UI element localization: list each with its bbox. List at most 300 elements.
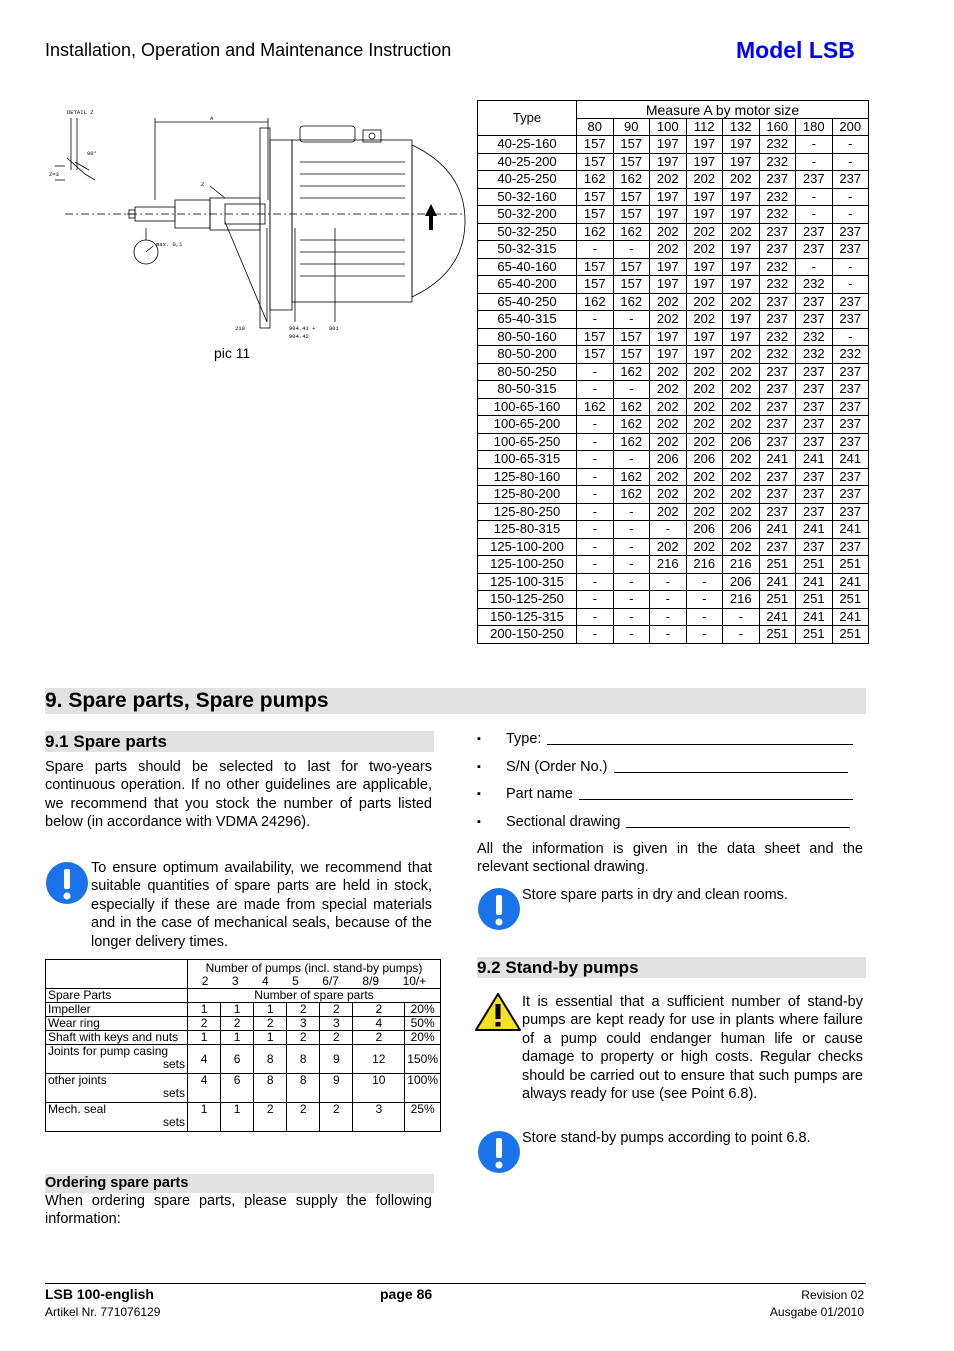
measure-cell: - bbox=[723, 608, 760, 626]
table-row bbox=[478, 223, 869, 241]
measure-cell: 216 bbox=[723, 556, 760, 574]
motor-size-80: 80 bbox=[577, 119, 614, 136]
motor-size-100: 100 bbox=[650, 119, 687, 136]
spare-count-cell: 1 bbox=[254, 1031, 287, 1045]
pump-count: 6/7 bbox=[322, 974, 339, 988]
part-name: Mech. seal bbox=[48, 1102, 107, 1116]
pump-type-cell: 80-50-200 bbox=[478, 346, 577, 364]
measure-cell: 202 bbox=[650, 223, 687, 241]
measure-cell: 202 bbox=[686, 398, 723, 416]
measure-cell: 237 bbox=[796, 468, 833, 486]
measure-cell: 202 bbox=[723, 468, 760, 486]
measure-cell: 202 bbox=[650, 171, 687, 189]
measure-cell: 232 bbox=[759, 328, 796, 346]
measure-cell: - bbox=[832, 276, 869, 294]
measure-cell: - bbox=[613, 556, 650, 574]
table-row bbox=[46, 1045, 441, 1074]
measure-cell: 202 bbox=[686, 293, 723, 311]
spare-count-cell: 4 bbox=[353, 1017, 405, 1031]
measure-cell: - bbox=[577, 486, 614, 504]
section-title: 9. Spare parts, Spare pumps bbox=[45, 688, 866, 714]
measure-cell: - bbox=[577, 538, 614, 556]
table-row bbox=[478, 573, 869, 591]
measure-cell: - bbox=[577, 608, 614, 626]
measure-cell: 237 bbox=[796, 398, 833, 416]
measure-cell: - bbox=[577, 433, 614, 451]
part-name-cell bbox=[46, 1017, 188, 1031]
measure-cell: 251 bbox=[759, 591, 796, 609]
measure-cell: 197 bbox=[723, 206, 760, 224]
pumps-header bbox=[188, 960, 441, 989]
measure-cell: 237 bbox=[832, 503, 869, 521]
measure-cell: 202 bbox=[723, 171, 760, 189]
measure-cell: - bbox=[832, 136, 869, 154]
pump-type-cell: 80-50-315 bbox=[478, 381, 577, 399]
table-row bbox=[478, 381, 869, 399]
pump-type-cell: 125-80-200 bbox=[478, 486, 577, 504]
part-904b-label: 904.42 bbox=[289, 333, 309, 340]
measure-cell: 197 bbox=[650, 346, 687, 364]
measure-cell: 162 bbox=[577, 398, 614, 416]
info-exclamation-icon bbox=[45, 861, 89, 905]
pump-count: 3 bbox=[231, 974, 239, 988]
measure-cell: 216 bbox=[686, 556, 723, 574]
measure-cell: 197 bbox=[686, 136, 723, 154]
footer-article: Artikel Nr. 771076129 bbox=[45, 1305, 161, 1319]
measure-cell: 251 bbox=[796, 591, 833, 609]
dial-gauge-label: max. 0,1 bbox=[156, 241, 183, 248]
measure-cell: - bbox=[577, 311, 614, 329]
measure-cell: 202 bbox=[686, 538, 723, 556]
measure-cell: 202 bbox=[650, 433, 687, 451]
measure-cell: 237 bbox=[832, 486, 869, 504]
info-exclamation-icon bbox=[477, 1130, 521, 1174]
table-row bbox=[478, 363, 869, 381]
table-row bbox=[478, 328, 869, 346]
measure-cell: 241 bbox=[796, 521, 833, 539]
measure-cell: - bbox=[577, 556, 614, 574]
measure-cell: 197 bbox=[650, 153, 687, 171]
measure-cell: 237 bbox=[796, 311, 833, 329]
table-row bbox=[478, 398, 869, 416]
info-exclamation-icon bbox=[477, 887, 521, 931]
measure-cell: - bbox=[650, 591, 687, 609]
measure-cell: 237 bbox=[796, 433, 833, 451]
measure-cell: 237 bbox=[759, 398, 796, 416]
measure-cell: 202 bbox=[686, 241, 723, 259]
measure-cell: 241 bbox=[832, 608, 869, 626]
spare-count-cell: 50% bbox=[405, 1017, 441, 1031]
pump-count: 2 bbox=[201, 974, 209, 988]
part-name: Shaft with keys and nuts bbox=[48, 1030, 179, 1044]
measure-cell: 202 bbox=[723, 451, 760, 469]
pump-type-cell: 80-50-160 bbox=[478, 328, 577, 346]
measure-cell: 162 bbox=[613, 486, 650, 504]
spare-count-cell: 3 bbox=[287, 1017, 320, 1031]
measure-cell: 197 bbox=[650, 136, 687, 154]
pump-type-cell: 200-150-250 bbox=[478, 626, 577, 644]
pump-count: 4 bbox=[262, 974, 269, 988]
ordering-title: Ordering spare parts bbox=[45, 1174, 434, 1193]
measure-cell: - bbox=[686, 608, 723, 626]
measure-cell: - bbox=[577, 416, 614, 434]
table-row bbox=[478, 521, 869, 539]
measure-cell: 202 bbox=[650, 398, 687, 416]
table-row bbox=[478, 276, 869, 294]
fill-in-line[interactable] bbox=[626, 814, 850, 828]
measure-cell: - bbox=[796, 258, 833, 276]
spare-parts-table bbox=[45, 959, 441, 1132]
part-name-cell bbox=[46, 1031, 188, 1045]
pump-type-cell: 100-65-250 bbox=[478, 433, 577, 451]
measure-cell: 202 bbox=[650, 363, 687, 381]
pump-type-cell: 125-100-315 bbox=[478, 573, 577, 591]
measure-cell: 197 bbox=[723, 276, 760, 294]
bullet-icon: ▪ bbox=[477, 815, 481, 828]
measure-cell: 197 bbox=[686, 206, 723, 224]
spare-count-cell: 2 bbox=[287, 1103, 320, 1132]
spare-count-cell: 1 bbox=[254, 1003, 287, 1017]
measure-cell: 197 bbox=[686, 153, 723, 171]
measure-cell: 237 bbox=[796, 223, 833, 241]
pump-type-cell: 100-65-200 bbox=[478, 416, 577, 434]
pump-type-cell: 50-32-250 bbox=[478, 223, 577, 241]
measure-cell: - bbox=[577, 521, 614, 539]
table-row bbox=[478, 241, 869, 259]
measure-cell: 241 bbox=[796, 608, 833, 626]
list-item bbox=[477, 759, 863, 787]
spare-count-cell: 8 bbox=[254, 1074, 287, 1103]
info-paragraph: All the information is given in the data sheet and the relevant sectional drawing. bbox=[477, 841, 863, 876]
spare-count-cell: 4 bbox=[188, 1045, 221, 1074]
list-item bbox=[477, 731, 863, 759]
spare-count-cell: 1 bbox=[188, 1003, 221, 1017]
measure-cell: - bbox=[577, 573, 614, 591]
spare-count-cell: 8 bbox=[287, 1045, 320, 1074]
spare-count-cell: 6 bbox=[221, 1074, 254, 1103]
spare-count-cell: 2 bbox=[287, 1003, 320, 1017]
part-name: Impeller bbox=[48, 1002, 91, 1016]
part-name-cell bbox=[46, 1003, 188, 1017]
measure-cell: 157 bbox=[613, 206, 650, 224]
table-row bbox=[478, 153, 869, 171]
order-info-list bbox=[477, 731, 863, 841]
pump-count: 10/+ bbox=[402, 974, 427, 988]
measure-cell: 157 bbox=[613, 188, 650, 206]
measure-cell: 216 bbox=[650, 556, 687, 574]
availability-note: To ensure optimum availability, we recommend that suitable quantities of spare parts are held in stock, especially if these are made from special materials and in the case of mechanical seals, because of the longer delivery times. bbox=[91, 860, 432, 950]
spare-count-cell: 2 bbox=[287, 1031, 320, 1045]
pump-type-cell: 125-80-250 bbox=[478, 503, 577, 521]
measure-cell: 202 bbox=[723, 363, 760, 381]
measure-cell: 232 bbox=[796, 328, 833, 346]
pump-type-cell: 40-25-200 bbox=[478, 153, 577, 171]
part-name-cell bbox=[46, 1045, 188, 1074]
measure-cell: 197 bbox=[686, 276, 723, 294]
measure-cell: - bbox=[577, 468, 614, 486]
spare-count-cell: 12 bbox=[353, 1045, 405, 1074]
measure-cell: - bbox=[613, 538, 650, 556]
measure-cell: 237 bbox=[759, 486, 796, 504]
measure-cell: 237 bbox=[832, 433, 869, 451]
pump-type-cell: 125-80-315 bbox=[478, 521, 577, 539]
bullet-icon: ▪ bbox=[477, 760, 481, 773]
table-row bbox=[478, 451, 869, 469]
table-row bbox=[478, 486, 869, 504]
measure-cell: - bbox=[832, 328, 869, 346]
measure-cell: 237 bbox=[759, 293, 796, 311]
measure-cell: 162 bbox=[613, 171, 650, 189]
table-row bbox=[46, 1103, 441, 1132]
part-210-label: 210 bbox=[235, 325, 245, 332]
measure-cell: 241 bbox=[759, 608, 796, 626]
measure-cell: 206 bbox=[650, 451, 687, 469]
type-header: Type bbox=[478, 101, 577, 136]
measure-cell: - bbox=[613, 608, 650, 626]
measure-cell: - bbox=[796, 206, 833, 224]
measure-cell: - bbox=[577, 591, 614, 609]
measure-cell: - bbox=[613, 381, 650, 399]
measure-cell: 197 bbox=[650, 258, 687, 276]
dimension-a-label: A bbox=[210, 115, 214, 122]
pump-count: 5 bbox=[292, 974, 299, 988]
spare-count-cell: 8 bbox=[254, 1045, 287, 1074]
spare-count-cell: 6 bbox=[221, 1045, 254, 1074]
pump-type-cell: 65-40-250 bbox=[478, 293, 577, 311]
list-item-label: Sectional drawing bbox=[506, 813, 621, 830]
measure-cell: 251 bbox=[832, 556, 869, 574]
spare-count-cell: 1 bbox=[188, 1031, 221, 1045]
pump-type-cell: 40-25-250 bbox=[478, 171, 577, 189]
footer-doc: LSB 100-english bbox=[45, 1286, 154, 1302]
measure-cell: 157 bbox=[613, 328, 650, 346]
measure-cell: 157 bbox=[577, 188, 614, 206]
spare-count-cell: 100% bbox=[405, 1074, 441, 1103]
measure-cell: - bbox=[613, 241, 650, 259]
z-label: Z bbox=[201, 181, 205, 188]
table-row bbox=[478, 258, 869, 276]
table-row bbox=[478, 171, 869, 189]
bullet-icon: ▪ bbox=[477, 788, 481, 800]
measure-cell: - bbox=[832, 258, 869, 276]
pump-type-cell: 100-65-160 bbox=[478, 398, 577, 416]
measure-cell: 232 bbox=[796, 346, 833, 364]
motor-size-header: Measure A by motor size bbox=[577, 101, 869, 119]
measure-cell: 197 bbox=[723, 188, 760, 206]
angle-label: 90° bbox=[87, 150, 97, 157]
spare-count-header: Number of spare parts bbox=[188, 989, 441, 1003]
measure-cell: - bbox=[650, 608, 687, 626]
spare-count-cell: 2 bbox=[320, 1003, 353, 1017]
figure-caption: pic 11 bbox=[214, 345, 251, 361]
fill-in-line[interactable] bbox=[547, 731, 853, 745]
measure-cell: 197 bbox=[723, 258, 760, 276]
measure-cell: 157 bbox=[577, 153, 614, 171]
measure-cell: 202 bbox=[723, 346, 760, 364]
measure-cell: - bbox=[577, 503, 614, 521]
table-row bbox=[478, 346, 869, 364]
measure-cell: 202 bbox=[650, 468, 687, 486]
measure-cell: 162 bbox=[613, 363, 650, 381]
measure-cell: 162 bbox=[613, 223, 650, 241]
measure-cell: - bbox=[832, 206, 869, 224]
bullet-icon: ▪ bbox=[477, 733, 481, 745]
storage-note: Store spare parts in dry and clean rooms. bbox=[522, 887, 788, 903]
table-row bbox=[478, 591, 869, 609]
pump-type-cell: 80-50-250 bbox=[478, 363, 577, 381]
empty-cell bbox=[46, 960, 188, 989]
measure-cell: 202 bbox=[723, 416, 760, 434]
list-item-label: Part name bbox=[506, 786, 573, 802]
spare-count-cell: 3 bbox=[320, 1017, 353, 1031]
spare-count-cell: 2 bbox=[188, 1017, 221, 1031]
measure-cell: 202 bbox=[723, 398, 760, 416]
pump-type-cell: 50-32-160 bbox=[478, 188, 577, 206]
pump-technical-drawing bbox=[45, 100, 467, 345]
part-unit: sets bbox=[162, 1086, 185, 1100]
measure-cell: 241 bbox=[759, 451, 796, 469]
measure-cell: 206 bbox=[686, 521, 723, 539]
motor-size-200: 200 bbox=[832, 119, 869, 136]
measure-cell: - bbox=[613, 451, 650, 469]
measure-cell: 216 bbox=[723, 591, 760, 609]
z3-label: Z=3 bbox=[49, 171, 59, 178]
pump-type-cell: 40-25-160 bbox=[478, 136, 577, 154]
spare-count-cell: 4 bbox=[188, 1074, 221, 1103]
pump-type-cell: 50-32-200 bbox=[478, 206, 577, 224]
footer-revision: Revision 02 bbox=[801, 1288, 864, 1302]
measure-cell: - bbox=[577, 381, 614, 399]
measure-cell: 237 bbox=[832, 538, 869, 556]
measure-cell: - bbox=[796, 188, 833, 206]
measure-cell: 206 bbox=[723, 573, 760, 591]
spare-count-cell: 3 bbox=[353, 1103, 405, 1132]
document-header-title: Installation, Operation and Maintenance Instruction bbox=[45, 40, 452, 60]
list-item-label: Type: bbox=[506, 731, 542, 747]
measure-cell: 237 bbox=[759, 416, 796, 434]
table-row bbox=[478, 136, 869, 154]
measure-cell: 237 bbox=[759, 171, 796, 189]
measure-cell: - bbox=[577, 241, 614, 259]
pump-type-cell: 150-125-315 bbox=[478, 608, 577, 626]
measure-cell: 251 bbox=[796, 556, 833, 574]
table-row bbox=[478, 188, 869, 206]
spare-count-cell: 2 bbox=[320, 1103, 353, 1132]
table-row bbox=[478, 556, 869, 574]
measure-cell: - bbox=[686, 573, 723, 591]
spare-count-cell: 1 bbox=[188, 1103, 221, 1132]
measure-cell: 197 bbox=[723, 241, 760, 259]
measure-cell: 197 bbox=[686, 328, 723, 346]
measure-cell: 202 bbox=[686, 468, 723, 486]
part-name-cell bbox=[46, 1074, 188, 1103]
spare-parts-paragraph: Spare parts should be selected to last for two-years continuous operation. If no other guidelines are applicable, we recommend that you stock the number of parts listed below (in accordance with VDMA 24296). bbox=[45, 759, 432, 831]
measure-cell: 241 bbox=[796, 573, 833, 591]
measure-cell: - bbox=[796, 136, 833, 154]
measure-cell: 157 bbox=[577, 136, 614, 154]
table-row bbox=[478, 206, 869, 224]
measure-cell: 162 bbox=[577, 223, 614, 241]
measure-cell: 237 bbox=[832, 398, 869, 416]
spare-count-cell: 1 bbox=[221, 1003, 254, 1017]
measure-cell: 202 bbox=[650, 311, 687, 329]
measure-cell: - bbox=[577, 626, 614, 644]
measure-cell: 197 bbox=[723, 311, 760, 329]
measure-cell: 232 bbox=[759, 276, 796, 294]
spare-count-cell: 2 bbox=[353, 1031, 405, 1045]
subsection-9-1-title: 9.1 Spare parts bbox=[45, 731, 434, 752]
pump-type-cell: 65-40-200 bbox=[478, 276, 577, 294]
measure-cell: 157 bbox=[613, 136, 650, 154]
fill-in-line[interactable] bbox=[614, 759, 848, 773]
measure-cell: 202 bbox=[686, 311, 723, 329]
measure-cell: 202 bbox=[686, 363, 723, 381]
measure-cell: 237 bbox=[832, 223, 869, 241]
measure-cell: 202 bbox=[686, 416, 723, 434]
part-name: Wear ring bbox=[48, 1016, 100, 1030]
table-row bbox=[46, 1074, 441, 1103]
measure-cell: 206 bbox=[723, 433, 760, 451]
measure-cell: 157 bbox=[613, 346, 650, 364]
table-row bbox=[478, 311, 869, 329]
pump-counts bbox=[190, 975, 438, 988]
part-name: Joints for pump casing bbox=[48, 1044, 169, 1058]
part-904-label: 904.41 + bbox=[289, 325, 316, 332]
table-row bbox=[46, 1003, 441, 1017]
measure-cell: 157 bbox=[613, 276, 650, 294]
standby-storage-note: Store stand-by pumps according to point 6.8. bbox=[522, 1130, 811, 1146]
measure-cell: 202 bbox=[686, 486, 723, 504]
fill-in-line[interactable] bbox=[579, 786, 853, 800]
measure-cell: 206 bbox=[723, 521, 760, 539]
measure-cell: - bbox=[723, 626, 760, 644]
spare-count-cell: 9 bbox=[320, 1045, 353, 1074]
measure-cell: 197 bbox=[650, 328, 687, 346]
measure-cell: 251 bbox=[759, 556, 796, 574]
spare-count-cell: 150% bbox=[405, 1045, 441, 1074]
measure-cell: 237 bbox=[832, 293, 869, 311]
measure-cell: - bbox=[796, 153, 833, 171]
measure-cell: 202 bbox=[723, 293, 760, 311]
pump-type-cell: 65-40-315 bbox=[478, 311, 577, 329]
measure-cell: 202 bbox=[650, 381, 687, 399]
detail-z-label: DETAIL Z bbox=[67, 109, 94, 116]
measure-cell: 241 bbox=[796, 451, 833, 469]
table-row bbox=[478, 538, 869, 556]
measure-cell: 237 bbox=[796, 363, 833, 381]
measure-cell: - bbox=[650, 626, 687, 644]
motor-size-90: 90 bbox=[613, 119, 650, 136]
measure-cell: 237 bbox=[759, 538, 796, 556]
part-unit: sets bbox=[162, 1057, 185, 1071]
spare-count-cell: 1 bbox=[221, 1031, 254, 1045]
pumps-header-label: Number of pumps (incl. stand-by pumps) bbox=[205, 961, 423, 975]
measure-table bbox=[477, 100, 869, 644]
measure-cell: 157 bbox=[613, 258, 650, 276]
spare-parts-table-body bbox=[46, 960, 441, 1132]
table-row bbox=[478, 416, 869, 434]
measure-cell: - bbox=[650, 521, 687, 539]
measure-cell: 237 bbox=[832, 468, 869, 486]
measure-cell: 237 bbox=[759, 223, 796, 241]
list-item bbox=[477, 786, 863, 814]
measure-cell: - bbox=[577, 363, 614, 381]
pump-type-cell: 125-100-250 bbox=[478, 556, 577, 574]
subsection-9-2-title: 9.2 Stand-by pumps bbox=[477, 957, 866, 978]
measure-cell: - bbox=[686, 591, 723, 609]
measure-cell: 202 bbox=[686, 223, 723, 241]
measure-cell: 202 bbox=[686, 171, 723, 189]
